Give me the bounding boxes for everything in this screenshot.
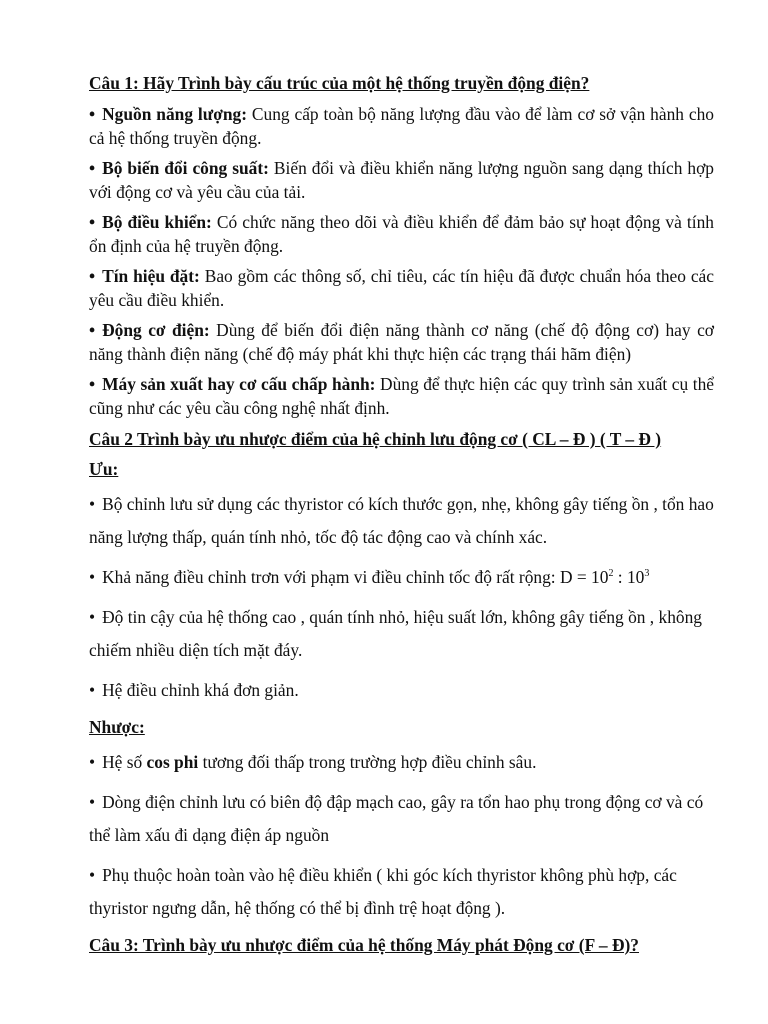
- item-text: Có chức năng theo dõi và điều khiển để đảm bảo sự hoạt động và tính ổn định của hệ truyền động.: [89, 212, 714, 256]
- bullet-icon: •: [89, 320, 96, 340]
- bullet-icon: •: [89, 212, 96, 232]
- list-item: [89, 674, 714, 707]
- item-term: Máy sản xuất hay cơ cấu chấp hành:: [102, 374, 376, 394]
- bullet-icon: •: [89, 266, 96, 286]
- item-text: Dòng điện chỉnh lưu có biên độ đập mạch cao, gây ra tổn hao phụ trong động cơ và có thể làm xấu đi dạng điện áp nguồn: [89, 792, 704, 845]
- list-item: [89, 601, 714, 667]
- question-1-heading: Câu 1: Hãy Trình bày cấu trúc của một hệ thống truyền động điện?: [89, 73, 590, 93]
- bullet-icon: •: [89, 158, 96, 178]
- bullet-icon: •: [89, 752, 96, 772]
- list-item: [89, 210, 714, 258]
- list-item: [89, 156, 714, 204]
- item-term: Tín hiệu đặt:: [102, 266, 200, 286]
- list-item: [89, 318, 714, 366]
- item-text: tương đối thấp trong trường hợp điều chỉnh sâu.: [198, 752, 537, 772]
- bullet-icon: •: [89, 104, 96, 124]
- item-text: Hệ điều chỉnh khá đơn giản.: [102, 680, 299, 700]
- item-text: : 10: [613, 567, 645, 587]
- section-question-2: [89, 426, 714, 925]
- list-item: [89, 859, 714, 925]
- item-text: Dùng để thực hiện các quy trình sản xuất cụ thể cũng như các yêu cầu công nghệ nhất định.: [89, 374, 715, 418]
- list-item: [89, 488, 714, 554]
- advantages-label: Ưu:: [89, 459, 119, 479]
- item-text: Bao gồm các thông số, chỉ tiêu, các tín hiệu đã được chuẩn hóa theo các yêu cầu điều khiển.: [89, 266, 714, 310]
- item-text: Khả năng điều chỉnh trơn với phạm vi điều chỉnh tốc độ rất rộng: D = 10: [102, 567, 609, 587]
- bullet-icon: •: [89, 680, 96, 700]
- exponent: 3: [644, 568, 650, 580]
- list-item: [89, 746, 714, 779]
- bullet-icon: •: [89, 792, 96, 812]
- list-item: [89, 264, 714, 312]
- list-item: [89, 102, 714, 150]
- bullet-icon: •: [89, 374, 96, 394]
- item-text: Hệ số: [102, 752, 147, 772]
- bullet-icon: •: [89, 865, 96, 885]
- list-item: [89, 786, 714, 852]
- item-text: Phụ thuộc hoàn toàn vào hệ điều khiển ( khi góc kích thyristor không phù hợp, các thyristor ngưng dẫn, hệ thống có thể bị đình trệ hoạt động ).: [89, 865, 677, 918]
- item-term: Bộ điều khiển:: [102, 212, 212, 232]
- item-text: Cung cấp toàn bộ năng lượng đầu vào để làm cơ sở vận hành cho cả hệ thống truyền động.: [89, 104, 714, 148]
- bullet-icon: •: [89, 607, 96, 627]
- question-2-heading: Câu 2 Trình bày ưu nhược điểm của hệ chỉnh lưu động cơ ( CL – Đ ) ( T – Đ ): [89, 429, 662, 449]
- item-text: Độ tin cậy của hệ thống cao , quán tính nhỏ, hiệu suất lớn, không gây tiếng ồn , không chiếm nhiều diện tích mặt đáy.: [89, 607, 702, 660]
- item-term: Bộ biến đổi công suất:: [102, 158, 269, 178]
- bullet-icon: •: [89, 494, 96, 514]
- section-question-1: [89, 70, 714, 420]
- item-term: Nguồn năng lượng:: [102, 104, 247, 124]
- bullet-icon: •: [89, 567, 96, 587]
- question-3-heading: Câu 3: Trình bày ưu nhược điểm của hệ thống Máy phát Động cơ (F – Đ)?: [89, 935, 639, 955]
- item-text: Biến đổi và điều khiển năng lượng nguồn sang dạng thích hợp với động cơ và yêu cầu của tải.: [89, 158, 714, 202]
- item-text: Dùng để biến đổi điện năng thành cơ năng (chế độ động cơ) hay cơ năng thành điện năng (chế độ máy phát khi thực hiện các trạng thái hãm điện): [89, 320, 714, 364]
- item-term: cos phi: [146, 752, 199, 772]
- exponent: 2: [608, 568, 614, 580]
- disadvantages-label: Nhược:: [89, 717, 145, 737]
- section-question-3: [89, 932, 714, 958]
- item-text: Bộ chỉnh lưu sử dụng các thyristor có kích thước gọn, nhẹ, không gây tiếng ồn , tổn hao năng lượng thấp, quán tính nhỏ, tốc độ tác động cao và chính xác.: [89, 494, 714, 547]
- list-item: [89, 372, 714, 420]
- item-term: Động cơ điện:: [102, 320, 210, 340]
- list-item: [89, 561, 714, 594]
